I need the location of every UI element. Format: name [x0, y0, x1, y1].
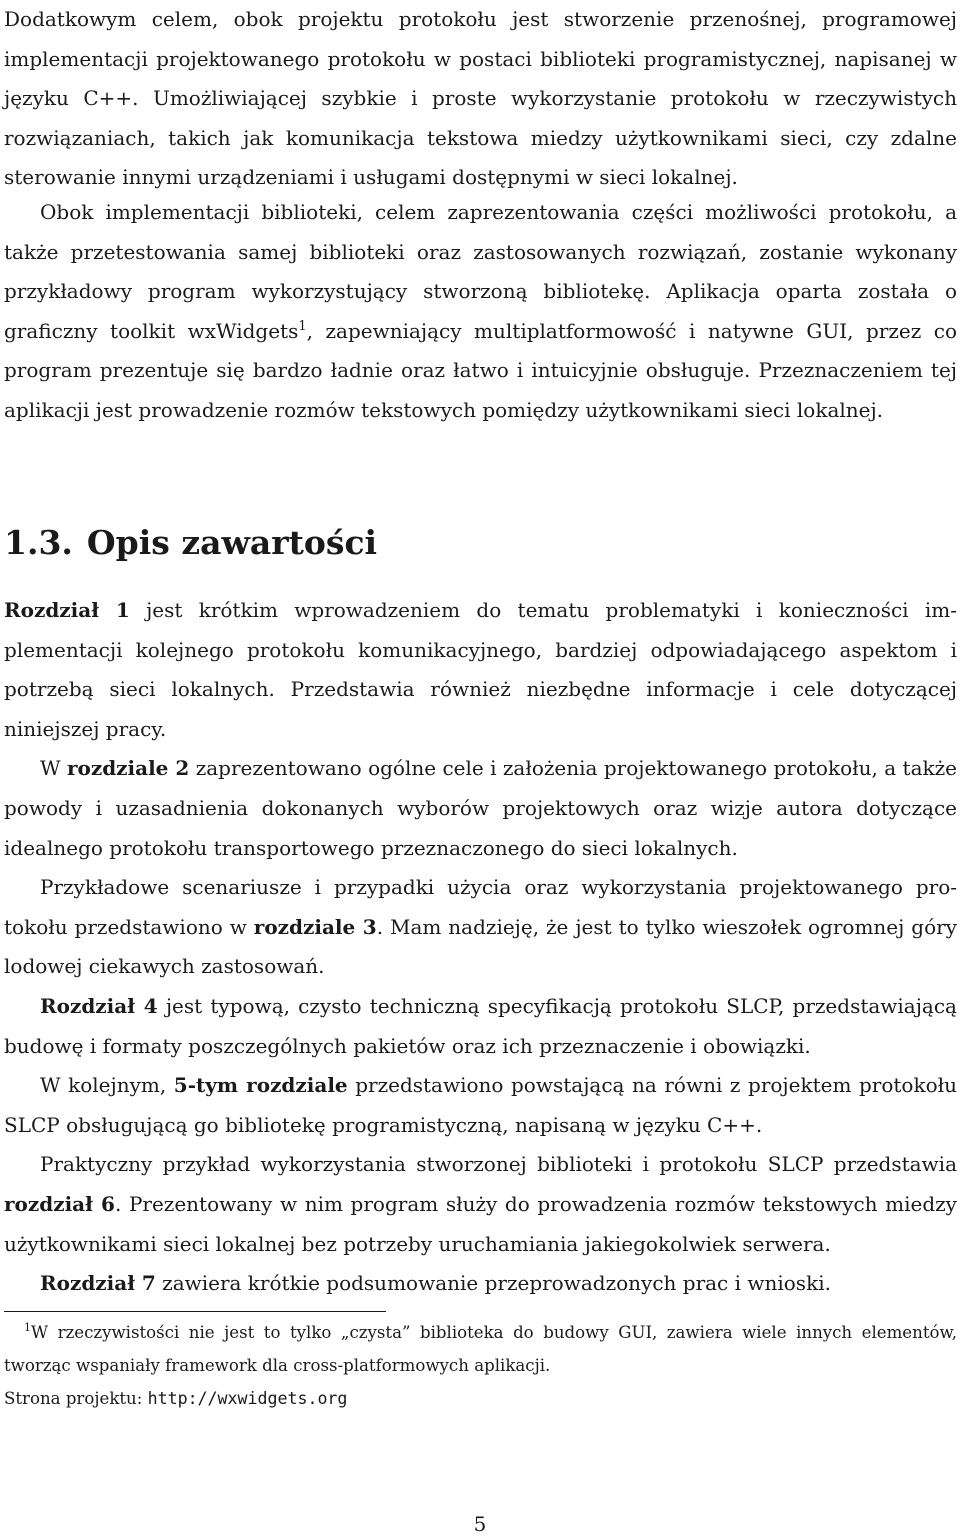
footnotes — [4, 1316, 957, 1415]
section-heading — [4, 521, 377, 565]
chapter-reference: Rozdział 1 — [4, 598, 130, 622]
chapter-overview — [4, 591, 957, 1304]
section-number: 1.3. — [4, 523, 73, 562]
footnote-text: W rzeczywistości nie jest to tylko „czysta” biblioteka do budowy GUI, zawiera wiele innych elementów, tworząc wspaniały framework dla cross-platformowych aplikacji. — [4, 1323, 957, 1375]
chapter-paragraph-1: Rozdział 1 jest krótkim wprowadzeniem do tematu problematyki i konieczności implementacji kolejnego protokołu komunikacyjnego, bardziej odpowiadającego aspektom i potrzebą sieci lokalnych. Przedstawia również niezbędne informacje i cele dotyczącej niniejszej pracy. — [4, 598, 957, 741]
footnote-mark: 1 — [24, 1321, 31, 1334]
chapter-reference: rozdział 6 — [4, 1191, 115, 1216]
intro-paragraph-2-text-a: Obok implementacji biblioteki, celem zaprezentowania części możliwości protokołu, a także przetestowania samej biblioteki oraz zastosowanych rozwiązań, zostanie wykonany przykładowy program wykorzystujący stworzoną bibliotekę. Aplikacja oparta została o graficzny toolkit wxWidgets — [4, 200, 957, 343]
footnote-divider — [4, 1311, 386, 1312]
chapter-paragraph-2: W rozdziale 2 zaprezentowano ogólne cele i założenia projektowanego protokołu, a także powody i uzasadnienia dokonanych wyborów projektowych oraz wizje autora dotyczące idealnego protokołu transportowego przeznaczonego do sieci lokalnych. — [4, 756, 957, 860]
chapter-paragraph-4: Rozdział 4 jest typową, czysto techniczną specyfikacją protokołu SLCP, przedstawiającą budowę i formaty poszczególnych pakietów oraz ich przeznaczenie i obowiązki. — [4, 993, 957, 1058]
chapter-paragraph-3: Przykładowe scenariusze i przypadki użycia oraz wykorzystania projektowanego protokołu przedstawiono w rozdziale 3. Mam nadzieję, że jest to tylko wieszołek ogromnej góry lodowej ciekawych zastosowań. — [4, 875, 957, 979]
chapter-reference: Rozdział 4 — [40, 993, 158, 1018]
chapter-reference: Rozdział 7 — [40, 1271, 156, 1296]
intro-paragraph-1: Dodatkowym celem, obok projektu protokołu jest stworzenie przenośnej, programowej implementacji projektowanego protokołu w postaci biblioteki programistycznej, napisanej w języku C++. Umożliwiającej szybkie i proste wykorzystanie protokołu w rzeczywistych rozwiązaniach, takich jak komunikacja tekstowa miedzy użytkownikami sieci, czy zdalne sterowanie innymi urządzeniami i usługami dostępnymi w sieci lokalnej. — [4, 7, 957, 190]
chapter-reference: rozdziale 3 — [253, 914, 377, 939]
footnote-1 — [4, 1316, 957, 1382]
chapter-reference: 5-tym rozdziale — [173, 1073, 348, 1098]
footnote-reference[interactable]: 1 — [298, 318, 307, 334]
intro-paragraph-2-text-b: , zapewniający multiplatformowość i natywne GUI, przez co program prezentuje się bardzo ładnie oraz łatwo i intuicyjnie obsługuje. Przeznaczeniem tej aplikacji jest prowadzenie rozmów tekstowych pomiędzy użytkownikami sieci lokalnej. — [4, 318, 957, 422]
section-title-text: Opis zawartości — [86, 523, 378, 562]
chapter-paragraph-6: Praktyczny przykład wykorzystania stworzonej biblioteki i protokołu SLCP przedstawia rozdział 6. Prezentowany w nim program służy do prowadzenia rozmów tekstowych miedzy użytkownikami sieci lokalnej bez potrzeby uruchamiania jakiegokolwiek serwera. — [4, 1152, 957, 1256]
page-number: 5 — [473, 1512, 487, 1536]
intro-paragraph-2 — [4, 193, 957, 431]
project-website-line — [4, 1382, 957, 1415]
chapter-paragraph-7: Rozdział 7 zawiera krótkie podsumowanie przeprowadzonych prac i wnioski. — [40, 1271, 831, 1296]
chapter-reference: rozdziale 2 — [66, 756, 190, 781]
project-website-link[interactable]: http://wxwidgets.org — [147, 1389, 348, 1408]
project-website-label: Strona projektu: — [4, 1389, 148, 1408]
chapter-paragraph-5: W kolejnym, 5-tym rozdziale przedstawiono powstającą na równi z projektem protokołu SLCP obsługującą go bibliotekę programistyczną, napisaną w języku C++. — [4, 1073, 957, 1137]
